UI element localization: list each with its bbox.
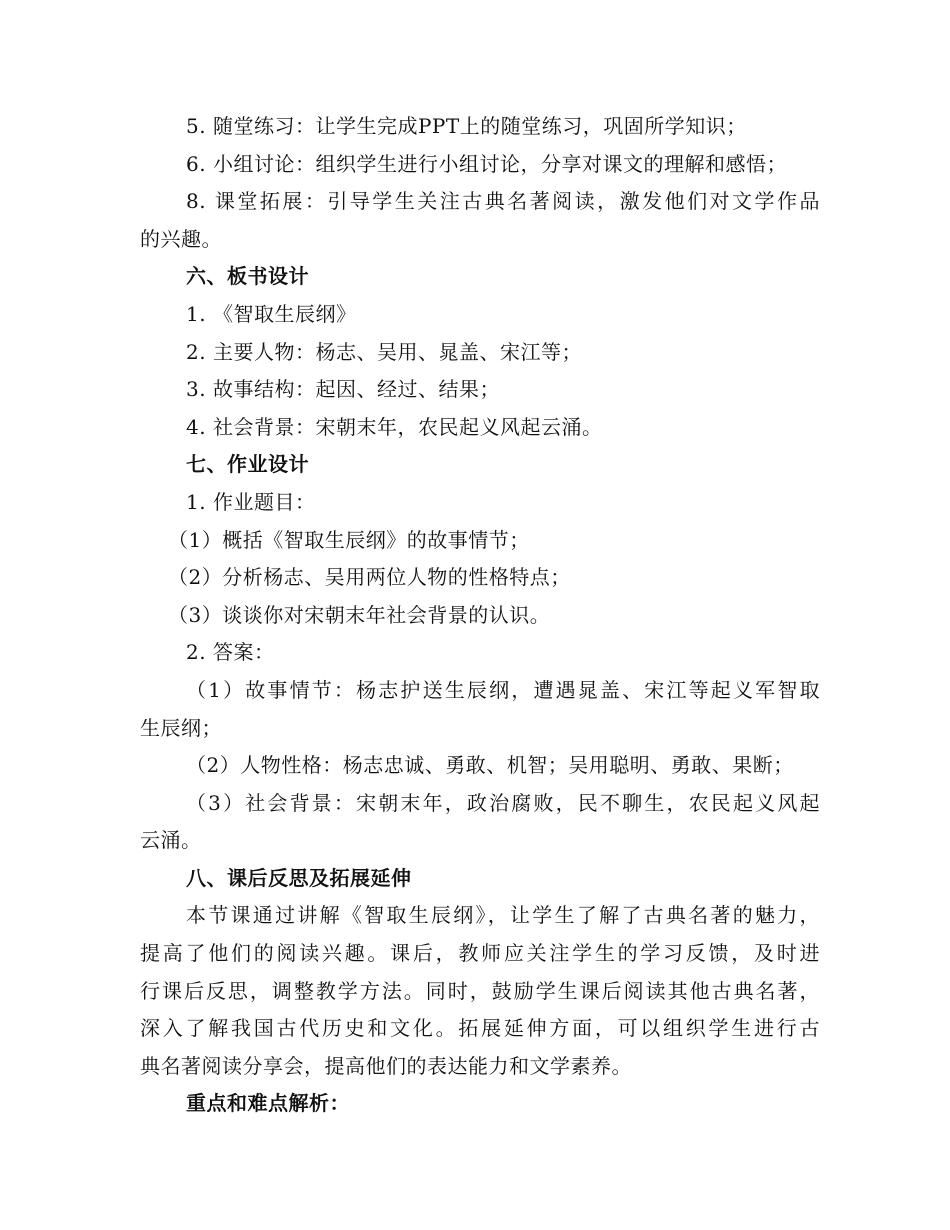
- list-item-group-discussion: [140, 146, 820, 184]
- text-line: 6. 小组讨论：组织学生进行小组讨论，分享对课文的理解和感悟；: [186, 151, 787, 176]
- answer-1: [140, 672, 820, 747]
- text-line: 提高了他们的阅读兴趣。课后，教师应关注学生的学习反馈，及时进: [140, 941, 820, 966]
- text-line: 云涌。: [140, 828, 202, 853]
- homework-answers-label: 2. 答案：: [186, 640, 275, 665]
- homework-questions-label: 1. 作业题目：: [186, 489, 316, 514]
- homework-question-2: （2）分析杨志、吴用两位人物的性格特点；: [168, 565, 571, 590]
- section-heading-key-points: 重点和难点解析：: [186, 1091, 350, 1116]
- text-line: 典名著阅读分享会，提高他们的表达能力和文学素养。: [140, 1053, 632, 1078]
- answer-2: [140, 747, 820, 785]
- text-line: （2）人物性格：杨志忠诚、勇敢、机智；吴用聪明、勇敢、果断；: [186, 753, 794, 778]
- text-line: 生辰纲；: [140, 715, 222, 740]
- section-heading-homework: 七、作业设计: [186, 452, 309, 477]
- text-line: （1）故事情节：杨志护送生辰纲，遭遇晁盖、宋江等起义军智取: [186, 677, 820, 702]
- text-line: 行课后反思，调整教学方法。同时，鼓励学生课后阅读其他古典名著，: [140, 978, 820, 1003]
- homework-question-1: （1）概括《智取生辰纲》的故事情节；: [168, 527, 530, 552]
- board-item-characters: 2. 主要人物：杨志、吴用、晁盖、宋江等；: [186, 339, 582, 364]
- section-heading-board-design: 六、板书设计: [186, 264, 309, 289]
- text-line: 的兴趣。: [140, 226, 222, 251]
- document-body: [140, 108, 820, 1123]
- text-line: 5. 随堂练习：让学生完成PPT上的随堂练习，巩固所学知识；: [186, 114, 747, 138]
- board-item-title: 1. 《智取生辰纲》: [186, 301, 357, 326]
- list-item-practice: [140, 108, 820, 146]
- text-line: 8. 课堂拓展：引导学生关注古典名著阅读，激发他们对文学作品: [186, 189, 820, 214]
- list-item-class-extension: [140, 183, 820, 258]
- section-heading-reflection: 八、课后反思及拓展延伸: [186, 865, 412, 890]
- reflection-paragraph: [140, 897, 820, 1085]
- board-item-background: 4. 社会背景：宋朝末年，农民起义风起云涌。: [186, 414, 603, 439]
- text-line: 本节课通过讲解《智取生辰纲》，让学生了解了古典名著的魅力，: [186, 903, 820, 928]
- answer-3: [140, 785, 820, 860]
- board-item-structure: 3. 故事结构：起因、经过、结果；: [186, 377, 500, 402]
- homework-question-3: （3）谈谈你对宋朝末年社会背景的认识。: [168, 602, 551, 627]
- text-line: 深入了解我国古代历史和文化。拓展延伸方面，可以组织学生进行古: [140, 1016, 820, 1041]
- text-line: （3）社会背景：宋朝末年，政治腐败，民不聊生，农民起义风起: [186, 790, 820, 815]
